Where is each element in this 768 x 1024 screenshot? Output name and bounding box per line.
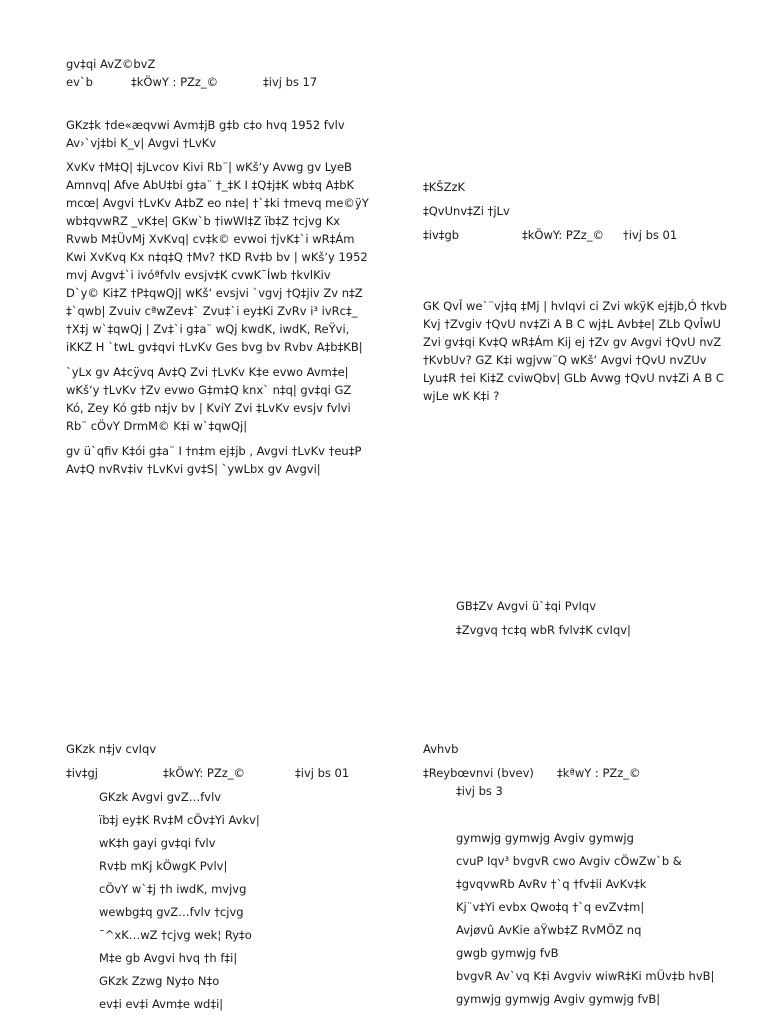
poem-verses [423,829,753,1008]
essay-heading [66,55,396,91]
text-line: GK QvÎ we`¨vj‡q ‡Mj | hvIqvi ci Zvi wkÿK ej‡jb,Ó †kvb [423,299,727,313]
text-line: Lyu‡R †ei Ki‡Z cviwQbv| GLb Avwg †QvU nv‡Zi A B C [423,371,724,385]
text-line: `yLx gv A‡cÿvq Av‡Q Zvi †LvKv K‡e evwo Avm‡e| [66,365,349,379]
text-line: ‡`qwb| Zvuiv cªwZev‡` Zvu‡`i ey‡Ki ZvRv i³ ivRc‡_ [66,304,358,318]
verse-line: GKzk Avgvi gvZ…fvlv [99,790,222,804]
story-kicker: ‡KŠZzK [423,180,466,194]
poem-byline [423,764,753,782]
text-line: Av›`vj‡bi K_v| Avgvi †LvKv [66,136,217,150]
text-line: †X‡j w`‡qwQj | Zv‡`i g‡a¨ wQj kwdK, iwdK, ReŸvi, [66,322,350,336]
verse-line: cvuP Iqv³ bvgvR cwo Avgiv cÖwZw`b & [456,854,682,868]
text-line: Amnvq| Afve AbU‡bi g‡a¨ †_‡K I ‡Q‡j‡K wb‡q A‡bK [66,178,355,192]
verse-line: Rv‡b mKj kÖwgK Pvlv| [99,859,228,873]
text-line: Kó, Zey Kó g‡b n‡jv bv | KviY Zvi ‡LvKv evsjv fvlvi [66,401,351,415]
verse-line: ‡gvqvwRb AvRv †`q †fv‡ii AvKv‡k [456,877,647,891]
byline-class: ‡kªwY : PZz_© [557,766,641,780]
poem-verses [66,788,406,1013]
couplet [456,597,746,639]
byline-roll: ‡ivj bs 01 [295,766,350,780]
text-line: Kvj †Zvgiv †QvU nv‡Zi A B C wj‡L Avb‡e| ZLb QvÎwU [423,317,721,331]
verse-line: GKzk Zzwg Ny‡o N‡o [99,974,220,988]
paragraph-3 [66,363,406,435]
paragraph-1 [66,116,406,152]
byline-class: ‡kÖwY: PZz_© [163,766,245,780]
poem-byline [66,764,406,782]
text-line: GKz‡k †de«æqvwi Avm‡jB g‡b c‡o hvq 1952 fvlv [66,118,345,132]
text-line: Zvi gv‡qi Kv‡Q wR‡Ám Kij ej †Zv gv Avgvi †QvU nvZ [423,335,722,349]
byline-class: ‡kÖwY: PZz_© [522,228,604,242]
story-byline [423,226,743,244]
byline-roll: ‡ivj bs 17 [263,75,318,89]
text-line: iKKZ H `twL gv‡qvi †LvKv Ges bvg bv Rvbv A‡b‡KB| [66,340,363,354]
text-line: gv ü`qfiv K‡ói g‡a¨ I †n‡m ej‡jb , Avgvi †LvKv †eu‡P [66,444,362,458]
verse-line: M‡e gb Avgvi hvq †h f‡i| [99,951,238,965]
text-line: Rb¨ cÖvY DrmM© K‡i w`‡qwQj| [66,419,248,433]
verse-line: gwgb gymwjg fvB [456,946,559,960]
verse-line: wewbg‡q gvZ…fvlv †cjvg [99,905,244,919]
story-heading [423,178,743,244]
byline-roll: †ivj bs 01 [623,228,678,242]
text-line: Rvwb M‡ÜvMj XvKvq| cv‡k© evwoi †jvK‡`i wR‡Ám [66,232,355,246]
verse-line: cÖvY w`‡j †h iwdK, mvjvg [99,882,247,896]
byline-name: ev`b [66,75,93,89]
verse-line: wK‡h gayi gv‡qi fvlv [99,836,216,850]
verse-line: bvgvR Av`vq K‡i Avgviv wiwR‡Ki mÜv‡b hvB| [456,969,715,983]
poem-right [423,740,753,1008]
text-line: Av‡Q nvRv‡iv †LvKvi gv‡S| `ywLbx gv Avgvi| [66,462,321,476]
poem-title: Avhvb [423,742,459,756]
text-line: D`y© Ki‡Z †P‡qwQj| wKš‘ evsjvi `vgvj †Q‡jiv Zv n‡Z [66,286,363,300]
story-title: ‡QvUnv‡Zi †jLv [423,204,510,218]
verse-line: Kj¨v‡Yi evbx Qwo‡q †`q evZv‡m| [456,900,645,914]
verse-line: gymwjg gymwjg Avgiv gymwjg fvB| [456,992,661,1006]
text-line: XvKv †M‡Q| ‡jLvcov Kivi Rb¨| wKš‘y Avwg gv LyeB [66,160,352,174]
couplet-line: GB‡Zv Avgvi ü`‡qi PvIqv [456,599,597,613]
poem-left [66,740,406,1013]
verse-line: ïb‡j ey‡K Rv‡M cÖv‡Yi Avkv| [99,813,260,827]
text-line: mvj Avgv‡`i ivóªfvlv evsjv‡K cvwK¯Íwb †kvlKiv [66,268,331,282]
verse-line: Avjøvû AvKie aŸwb‡Z RvMÖZ nq [456,923,642,937]
poem-title: GKzk n‡jv cvIqv [66,742,157,756]
text-line: †KvbUv? GZ K‡i wgjvw¨Q wKš‘ Avgvi †QvU nvZUv [423,353,707,367]
byline-name: ‡Reybœvnvi (bvev) [423,766,534,780]
essay-body [66,116,406,478]
poem-byline-roll: ‡ivj bs 3 [456,784,503,798]
story-body [423,297,753,405]
couplet-line: ‡Zvgvq †c‡q wbR fvlv‡K cvIqv| [456,623,631,637]
verse-line: ¯^xK…wZ †cjvg wek¦ Ry‡o [99,928,252,942]
verse-line: ev‡i ev‡i Avm‡e wd‡i| [99,997,224,1011]
essay-title: gv‡qi AvZ©bvZ [66,57,156,71]
text-line: Kwi XvKvq Kx n‡q‡Q †Mv? †KD Rv‡b bv | wKš‘y 1952 [66,250,368,264]
paragraph-2 [66,158,406,356]
text-line: wjLe wK K‡i ? [423,389,500,403]
text-line: mcœ| Avgvi †LvKv A‡bZ eo n‡e| †`‡ki †mevq me©ÿY [66,196,369,210]
text-line: wKš‘y †LvKv †Zv evwo G‡m‡Q knx` n‡q| gv‡qi GZ [66,383,352,397]
essay-byline [66,73,396,91]
byline-class: ‡kÖwY : PZz_© [131,75,219,89]
text-line: wb‡qvwRZ _vK‡e| GKw`b †iwWI‡Z ïb‡Z †cjvg Kx [66,214,341,228]
byline-name: ‡iv‡gb [423,228,460,242]
verse-line: gymwjg gymwjg Avgiv gymwjg [456,831,634,845]
paragraph-4 [66,442,406,478]
byline-name: ‡iv‡gj [66,766,98,780]
